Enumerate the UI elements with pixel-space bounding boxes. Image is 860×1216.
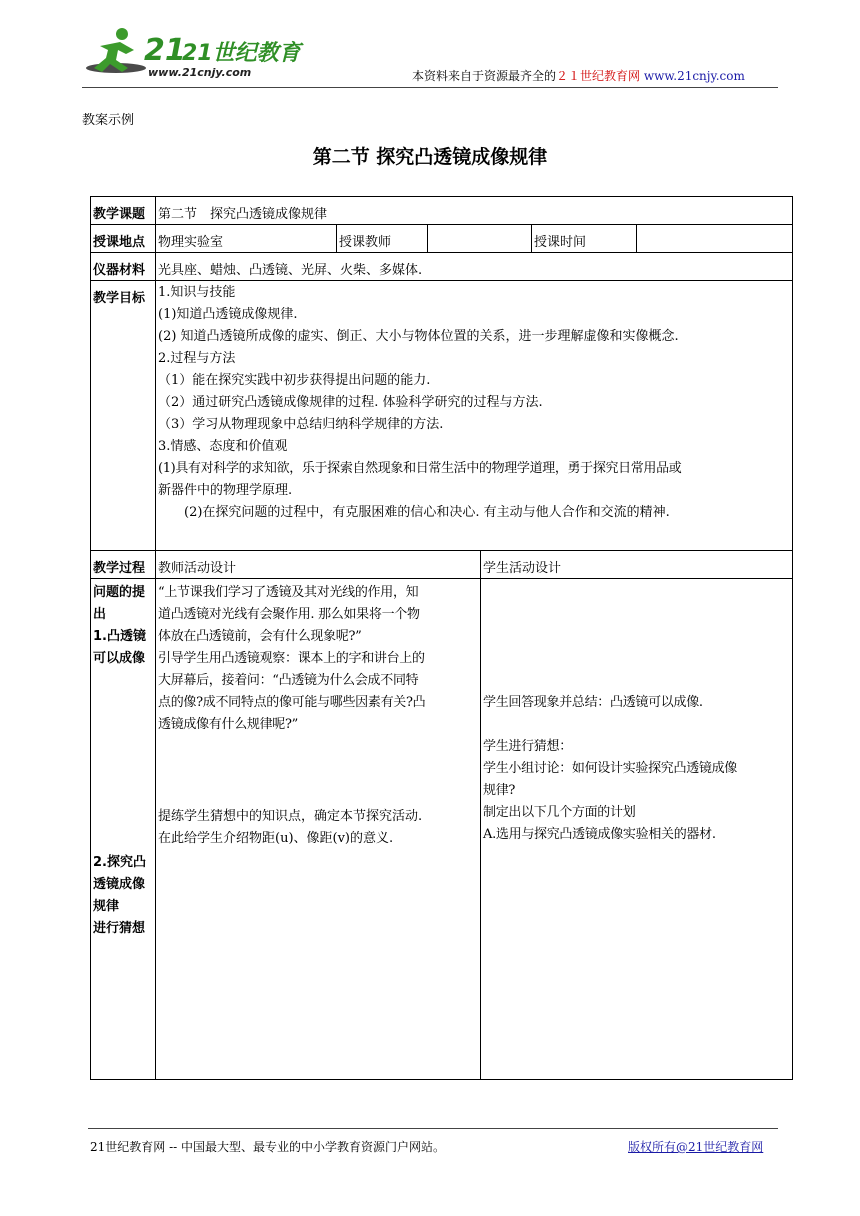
row-divider xyxy=(90,252,793,253)
col-divider xyxy=(480,550,481,1080)
student-line xyxy=(483,714,737,736)
goal-line: （3）学习从物理现象中总结归纳科学规律的方法. xyxy=(158,417,444,432)
goal-line: （2）通过研究凸透镜成像规律的过程. 体验科学研究的过程与方法. xyxy=(158,395,543,410)
stage-line: 出 xyxy=(93,607,107,622)
student-line: A.选用与探究凸透镜成像实验相关的器材. xyxy=(483,827,716,842)
goal-line: 3.情感、态度和价值观 xyxy=(158,439,288,454)
process-label: 教学过程 xyxy=(93,561,146,576)
row-divider xyxy=(90,280,793,281)
teacher-line: 大屏幕后，接着问：“凸透镜为什么会成不同特 xyxy=(158,673,419,688)
place-value: 物理实验室 xyxy=(158,235,224,250)
student-line: 学生进行猜想： xyxy=(483,739,572,754)
row-divider xyxy=(90,550,793,551)
source-site-link[interactable]: ２１世纪教育网 xyxy=(556,69,641,83)
teacher-line: “上节课我们学习了透镜及其对光线的作用，知 xyxy=(158,585,419,600)
doc-label: 教案示例 xyxy=(82,113,135,128)
svg-text:21: 21 xyxy=(144,33,186,68)
col-divider xyxy=(427,224,428,252)
col-divider xyxy=(336,224,337,252)
footer-divider xyxy=(88,1128,778,1129)
topic-value: 第二节 探究凸透镜成像规律 xyxy=(158,207,328,222)
stage-line: 进行猜想 xyxy=(93,921,146,936)
time-label: 授课时间 xyxy=(534,235,587,250)
goal-line: 1.知识与技能 xyxy=(158,285,236,300)
teacher-activity-header: 教师活动设计 xyxy=(158,561,237,576)
copyright-link[interactable]: 版权所有@21世纪教育网 xyxy=(628,1140,764,1154)
student-line: 制定出以下几个方面的计划 xyxy=(483,805,636,820)
goal-line: (2) 知道凸透镜所成像的虚实、倒正、大小与物体位置的关系，进一步理解虚像和实像概念. xyxy=(158,329,679,344)
stage-line: 规律 xyxy=(93,899,120,914)
teacher-line: 引导学生用凸透镜观察：课本上的字和讲台上的 xyxy=(158,651,425,666)
teacher-activity-text-2 xyxy=(158,806,422,850)
col-divider xyxy=(636,224,637,252)
col-divider xyxy=(531,224,532,252)
stage-line: 2.探究凸 xyxy=(93,855,146,870)
header-divider xyxy=(82,87,778,88)
goal-line: 2.过程与方法 xyxy=(158,351,236,366)
goal-line: （1）能在探究实践中初步获得提出问题的能力. xyxy=(158,373,431,388)
footer-text: 21世纪教育网 -- 中国最大型、最专业的中小学教育资源门户网站。 xyxy=(90,1140,446,1154)
svg-text:www.21cnjy.com: www.21cnjy.com xyxy=(148,66,252,79)
runner-logo-icon xyxy=(82,24,301,86)
student-activity-header: 学生活动设计 xyxy=(483,561,562,576)
source-note xyxy=(412,67,745,84)
teacher-line: 体放在凸透镜前，会有什么现象呢?” xyxy=(158,629,362,644)
teacher-line: 点的像?成不同特点的像可能与哪些因素有关?凸 xyxy=(158,695,426,710)
teacher-line: 在此给学生介绍物距(u)、像距(v)的意义. xyxy=(158,831,394,846)
goals-text xyxy=(158,282,681,524)
student-activity-text xyxy=(483,692,737,846)
goal-line: (1)知道凸透镜成像规律. xyxy=(158,307,298,322)
student-line: 规律? xyxy=(483,783,516,798)
source-prefix: 本资料来自于资源最齐全的 xyxy=(412,69,557,83)
goal-line: (1)具有对科学的求知欲，乐于探索自然现象和日常生活中的物理学道理，勇于探究日常用品或 xyxy=(158,461,682,476)
teacher-line: 透镜成像有什么规律呢?” xyxy=(158,717,299,732)
materials-label: 仪器材料 xyxy=(93,263,146,278)
stage-2-label xyxy=(93,852,146,940)
page-title: 第二节 探究凸透镜成像规律 xyxy=(312,146,548,168)
place-label: 授课地点 xyxy=(93,235,146,250)
topic-label: 教学课题 xyxy=(93,207,146,222)
teacher-activity-text xyxy=(158,582,425,736)
svg-text:21世纪教育: 21世纪教育 xyxy=(182,41,301,66)
student-line: 学生回答现象并总结：凸透镜可以成像. xyxy=(483,695,703,710)
row-divider xyxy=(90,578,793,579)
row-divider xyxy=(90,224,793,225)
stage-line: 可以成像 xyxy=(93,651,146,666)
logo xyxy=(82,24,301,86)
stage-line: 1.凸透镜 xyxy=(93,629,146,644)
teacher-line: 提练学生猜想中的知识点，确定本节探究活动. xyxy=(158,809,423,824)
stage-1-label xyxy=(93,582,146,670)
goal-line: 新器件中的物理学原理. xyxy=(158,483,293,498)
source-url-link[interactable]: www.21cnjy.com xyxy=(643,69,745,83)
col-divider xyxy=(155,196,156,1080)
student-line: 学生小组讨论：如何设计实验探究凸透镜成像 xyxy=(483,761,738,776)
materials-value: 光具座、蜡烛、凸透镜、光屏、火柴、多媒体. xyxy=(158,263,423,278)
teacher-label: 授课教师 xyxy=(339,235,392,250)
stage-line: 问题的提 xyxy=(93,585,146,600)
stage-line: 透镜成像 xyxy=(93,877,146,892)
teacher-line: 道凸透镜对光线有会聚作用. 那么如果将一个物 xyxy=(158,607,420,622)
goals-label: 教学目标 xyxy=(93,291,146,306)
goal-line: (2)在探究问题的过程中，有克服困难的信心和决心. 有主动与他人合作和交流的精神. xyxy=(158,505,670,520)
